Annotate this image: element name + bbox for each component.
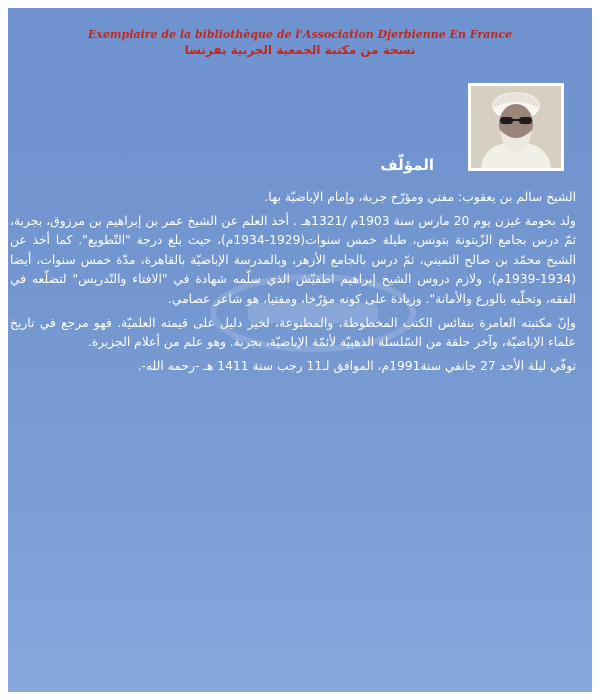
portrait-illustration: [471, 86, 561, 168]
bio-paragraph-4: توفّي ليلة الأحد 27 جانفي سنة1991م، الموافق لـ11 رجب سنة 1411 هـ -رحمه الله-.: [137, 358, 576, 373]
bio-paragraph-1: الشيخ سالم بن يعقوب: مفتي ومؤرّخ جربة، وإمام الإباضيّة بها.: [264, 190, 576, 204]
author-biography: [10, 188, 576, 376]
library-watermark-arabic: نسخة من مكتبة الجمعية الجربية بفرنسا: [184, 43, 416, 57]
bio-paragraph-2: ولد بحومة غيزن يوم 20 مارس سنة 1903م /1321هـ . أخذ العلم عن الشيخ عمر بن إبراهيم بن مرزوق، بجربة، ثمّ درس بجامع الزّيتونة بتونس، طيلة خمس سنوات(1929-1934م)، حيث بلغ درجة "التّطويع". كما أخذ عن الشيخ محمّد بن صالح الثميني، ثمّ درس بالجامع الأزهر، وبالمدرسة الإباضيّة بالقاهرة، مدّة خمس سنوات، أيضا (1934-1939م). ولازم دروس الشيخ إبراهيم اطفيّش الذي سلّمه شهادة في "الافتاء والتّدريس" لتضلّعه في الفقه، وتحلّيه بالورع والأمانة". وزيادة على كونه مؤرّخا، ومفتيا، هو شاعر عصامي.: [10, 213, 576, 306]
bio-paragraph-3: وإنّ مكتبته العامرة بنفائس الكتب المخطوطة، والمطبوعة، لخير دليل على قيمته العلميّة. فهو مرجع في تاريخ علماء الإباضيّة، وآخر حلقة من السّلسلة الذهبيّة لأئمّة الإباضيّة، بجربة. وهو علم من أعلام الجزيرة.: [10, 315, 576, 350]
library-watermark-french: Exemplaire de la bibliothèque de l'Association Djerbienne En France: [87, 28, 513, 41]
author-portrait-image: [468, 83, 564, 171]
book-back-cover: [8, 8, 592, 692]
author-heading: المؤلّف: [380, 156, 434, 174]
